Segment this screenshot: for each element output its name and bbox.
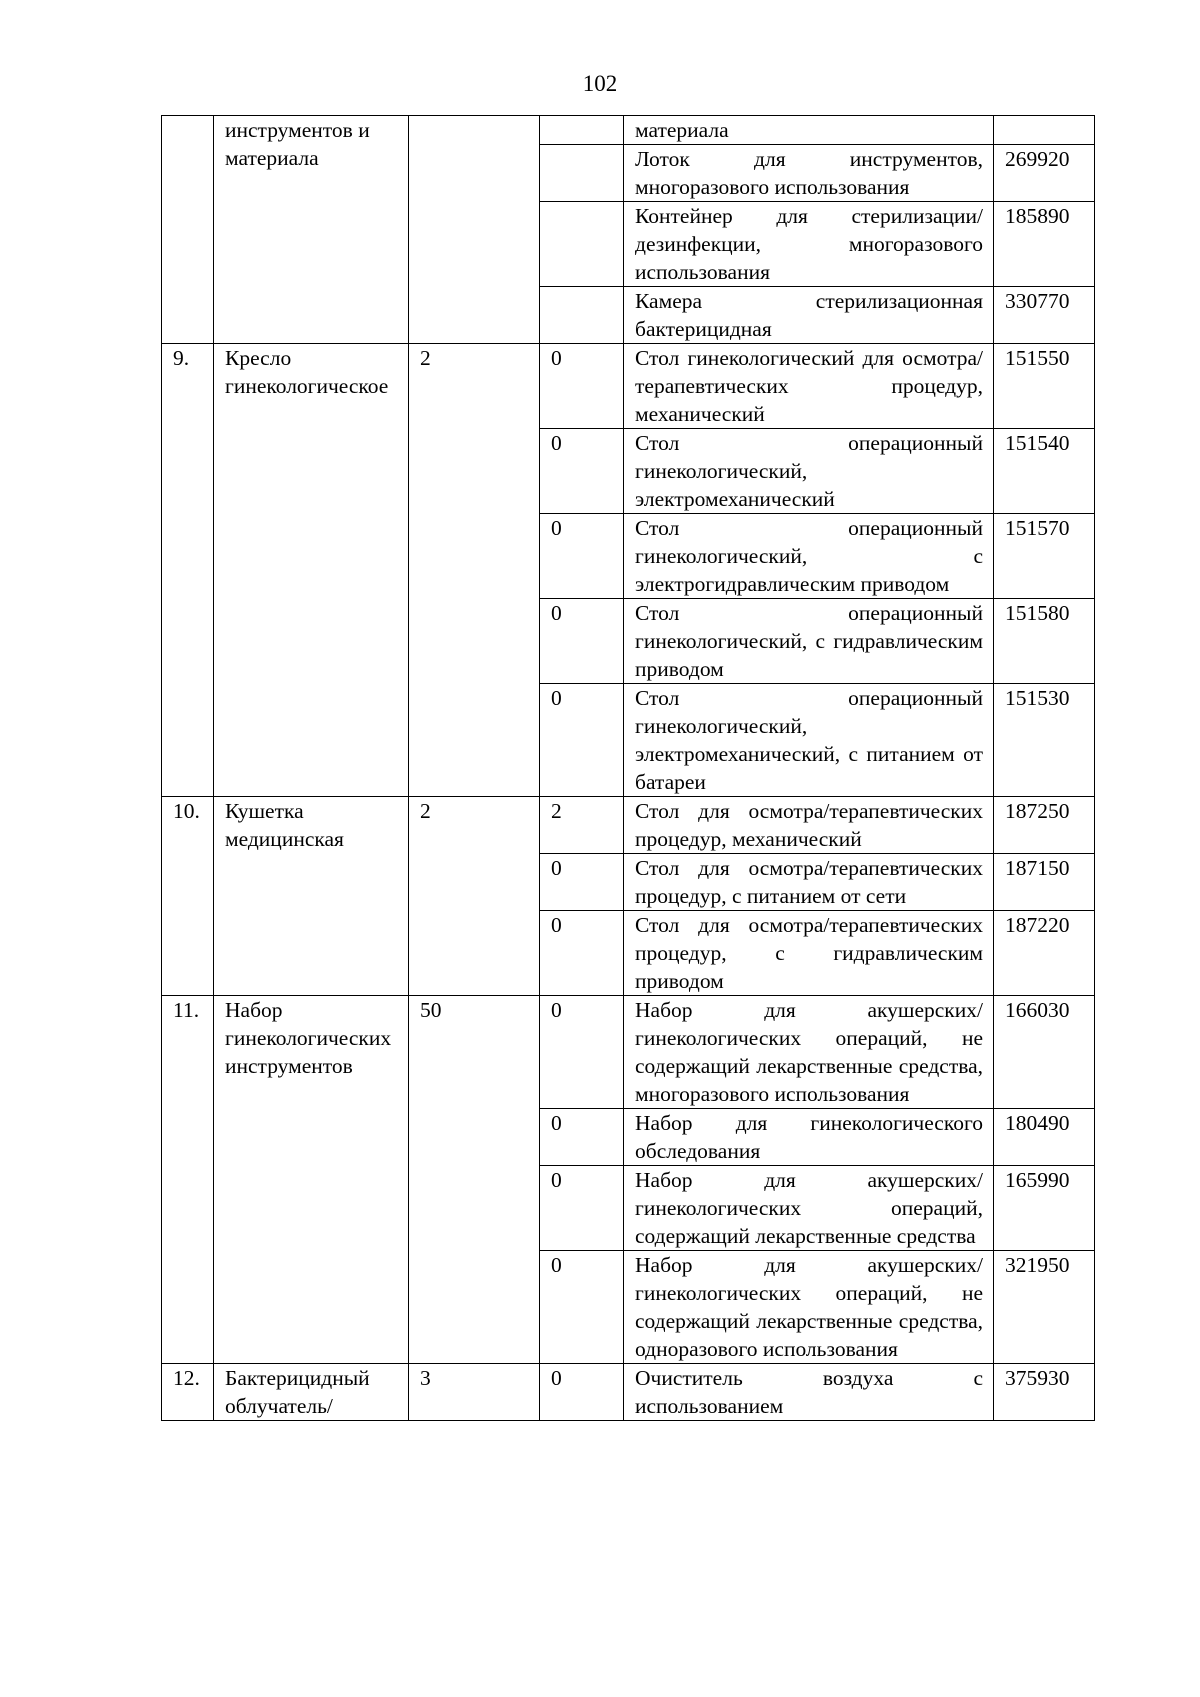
item-description-cell: Набор для акушерских/гинекологических операций, содержащий лекарственные средства — [624, 1166, 994, 1251]
row-number-cell: 12. — [162, 1364, 214, 1421]
option-cell: 0 — [540, 1166, 624, 1251]
row-number-cell: 10. — [162, 797, 214, 996]
equipment-name-cell: Набор гинекологических инструментов — [214, 996, 409, 1364]
item-description-cell: Очиститель воздуха с использованием — [624, 1364, 994, 1421]
item-code-cell: 269920 — [994, 145, 1095, 202]
item-code-cell: 187250 — [994, 797, 1095, 854]
item-description-cell: Стол операционный гинекологический, электромеханический — [624, 429, 994, 514]
equipment-name-cell: Кресло гинекологическое — [214, 344, 409, 797]
option-cell: 0 — [540, 1364, 624, 1421]
option-cell — [540, 287, 624, 344]
option-cell: 0 — [540, 854, 624, 911]
option-cell — [540, 145, 624, 202]
option-cell — [540, 202, 624, 287]
equipment-name-cell: Кушетка медицинская — [214, 797, 409, 996]
option-cell: 0 — [540, 599, 624, 684]
item-code-cell: 187150 — [994, 854, 1095, 911]
item-code-cell: 321950 — [994, 1251, 1095, 1364]
item-code-cell: 165990 — [994, 1166, 1095, 1251]
item-description-cell: Набор для акушерских/гинекологических операций, не содержащий лекарственные средства, одноразового использования — [624, 1251, 994, 1364]
quantity-cell: 2 — [409, 344, 540, 797]
option-cell: 0 — [540, 514, 624, 599]
item-description-cell: Стол гинекологический для осмотра/терапевтических процедур, механический — [624, 344, 994, 429]
equipment-name-cell: инструментов и материала — [214, 116, 409, 344]
item-description-cell: Контейнер для стерилизации/дезинфекции, многоразового использования — [624, 202, 994, 287]
item-description-cell: Лоток для инструментов, многоразового использования — [624, 145, 994, 202]
option-cell: 0 — [540, 911, 624, 996]
table-row — [162, 797, 1095, 854]
item-code-cell: 151530 — [994, 684, 1095, 797]
item-code-cell: 187220 — [994, 911, 1095, 996]
quantity-cell: 50 — [409, 996, 540, 1364]
item-code-cell: 375930 — [994, 1364, 1095, 1421]
item-code-cell: 151570 — [994, 514, 1095, 599]
equipment-table-body — [162, 116, 1095, 1421]
item-description-cell: Стол для осмотра/терапевтических процедур, с питанием от сети — [624, 854, 994, 911]
equipment-name-cell: Бактерицидный облучатель/ — [214, 1364, 409, 1421]
option-cell: 2 — [540, 797, 624, 854]
item-code-cell: 180490 — [994, 1109, 1095, 1166]
option-cell — [540, 116, 624, 145]
item-description-cell: Стол операционный гинекологический, с электрогидравлическим приводом — [624, 514, 994, 599]
row-number-cell: 11. — [162, 996, 214, 1364]
page-number: 102 — [582, 71, 618, 96]
option-cell: 0 — [540, 1109, 624, 1166]
option-cell: 0 — [540, 996, 624, 1109]
row-number-cell: 9. — [162, 344, 214, 797]
option-cell: 0 — [540, 429, 624, 514]
option-cell: 0 — [540, 684, 624, 797]
item-description-cell: материала — [624, 116, 994, 145]
item-description-cell: Набор для гинекологического обследования — [624, 1109, 994, 1166]
option-cell: 0 — [540, 1251, 624, 1364]
item-description-cell: Камера стерилизационная бактерицидная — [624, 287, 994, 344]
item-description-cell: Стол для осмотра/терапевтических процедур, с гидравлическим приводом — [624, 911, 994, 996]
quantity-cell: 2 — [409, 797, 540, 996]
item-code-cell: 151580 — [994, 599, 1095, 684]
equipment-table — [161, 115, 1095, 1421]
item-code-cell: 330770 — [994, 287, 1095, 344]
table-row — [162, 116, 1095, 145]
item-description-cell: Стол для осмотра/терапевтических процедур, механический — [624, 797, 994, 854]
item-description-cell: Стол операционный гинекологический, электромеханический, с питанием от батареи — [624, 684, 994, 797]
table-row — [162, 344, 1095, 429]
item-code-cell: 151540 — [994, 429, 1095, 514]
item-code-cell: 185890 — [994, 202, 1095, 287]
item-code-cell — [994, 116, 1095, 145]
item-description-cell: Стол операционный гинекологический, с гидравлическим приводом — [624, 599, 994, 684]
quantity-cell: 3 — [409, 1364, 540, 1421]
quantity-cell — [409, 116, 540, 344]
row-number-cell — [162, 116, 214, 344]
item-code-cell: 166030 — [994, 996, 1095, 1109]
table-row — [162, 1364, 1095, 1421]
item-description-cell: Набор для акушерских/гинекологических операций, не содержащий лекарственные средства, многоразового использования — [624, 996, 994, 1109]
table-row — [162, 996, 1095, 1109]
item-code-cell: 151550 — [994, 344, 1095, 429]
option-cell: 0 — [540, 344, 624, 429]
